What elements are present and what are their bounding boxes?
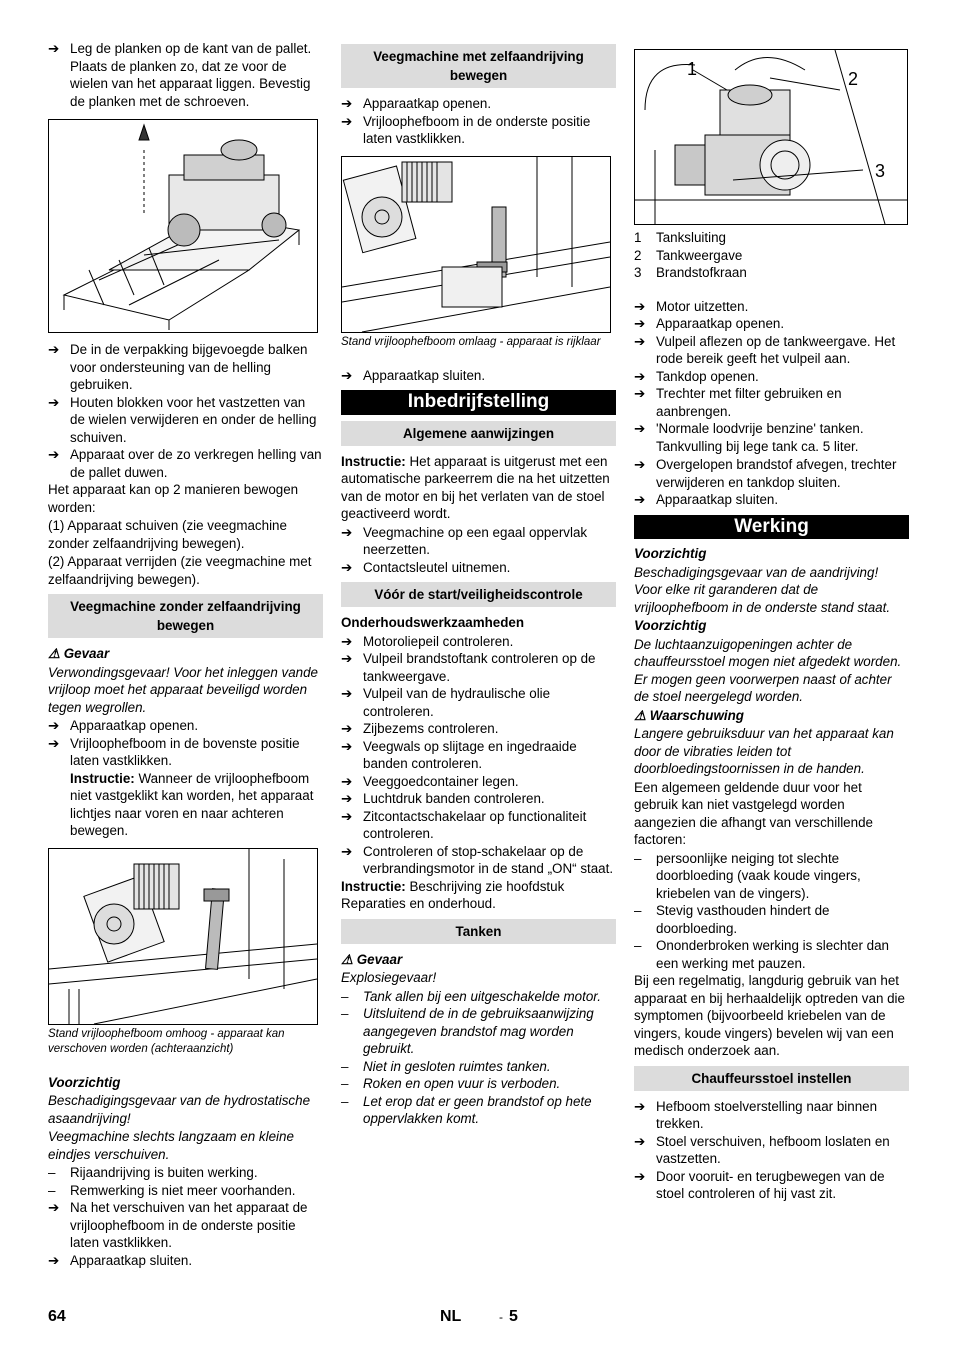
bullet-item: ➔ Hefboom stoelverstelling naar binnen trekken.: [634, 1098, 878, 1131]
dash-item: – Niet in gesloten ruimtes tanken.: [341, 1058, 551, 1074]
arrow-icon: ➔: [634, 333, 646, 349]
callout-2: 2: [848, 69, 859, 89]
bullet-item: ➔ Trechter met filter gebruiken en aanbrengen.: [634, 386, 842, 419]
arrow-icon: ➔: [341, 633, 353, 649]
footer-separator: -: [499, 1310, 503, 1324]
dash-item: – Stevig vasthouden hindert de doorbloeding.: [634, 903, 830, 936]
dash-item: – persoonlijke neiging tot slechte doorbloeding (vaak koude vingers, kriebelen van de vingers).: [634, 850, 861, 901]
lever-down-illustration: [342, 157, 610, 332]
arrow-icon: ➔: [634, 421, 646, 436]
arrow-icon: ➔: [341, 773, 353, 789]
legend-item: 3 Brandstofkraan: [634, 265, 747, 280]
bullet-item: ➔ Apparaat over de zo verkregen helling van de pallet duwen.: [48, 447, 322, 480]
bullet-item: ➔ Leg de planken op de kant van de pallet. Plaats de planken zo, dat ze voor de wielen van het apparaat liggen. Bevestig de planken met de schroeven.: [48, 41, 312, 109]
instruction: Instructie: Wanneer de vrijloophefboom niet vastgeklikt kan worden, het apparaat lichtjes naar voren en naar achteren bewegen.: [70, 770, 314, 838]
instruction: Instructie: Het apparaat is uitgerust met een automatische parkeerrem die na het uitzetten van de motor en bij het verlaten van de stoel geactiveerd wordt.: [341, 453, 610, 521]
arrow-icon: ➔: [341, 686, 353, 701]
bullet-item: ➔ Na het verschuiven van het apparaat de vrijloophefboom in de onderste positie laten vastklikken.: [48, 1200, 308, 1250]
bullet-item: ➔ 'Normale loodvrije benzine' tanken.: [634, 421, 864, 436]
callout-3: 3: [875, 161, 886, 181]
legend-item: 2 Tankweergave: [634, 247, 743, 263]
column-left: [48, 40, 323, 1269]
legend-item: 1 Tanksluiting: [634, 230, 726, 245]
caution-label: Voorzichtig: [634, 618, 707, 633]
bullet-item: ➔ Motor uitzetten.: [634, 298, 749, 314]
paragraph: Een algemeen geldende duur voor het gebruik kan niet vastgelegd worden aangezien die afhangt van verschillende factoren:: [634, 779, 873, 847]
dash-item: – Uitsluitend de in de gebruiksaanwijzing aangegeven brandstof mag worden gebruikt.: [341, 1006, 594, 1056]
bullet-item: ➔ Stoel verschuiven, hefboom loslaten en vastzetten.: [634, 1133, 890, 1166]
bullet-item: ➔ Apparaatkap sluiten.: [48, 1252, 193, 1268]
arrow-icon: ➔: [48, 1200, 60, 1215]
bullet-item: ➔ Zijbezems controleren.: [341, 721, 499, 736]
warning-triangle-icon: ⚠: [48, 646, 64, 661]
section-heading: Tanken: [341, 919, 616, 944]
bullet-item: ➔ Apparaatkap openen.: [48, 718, 199, 733]
bullet-item: ➔ Houten blokken voor het vastzetten van de wielen verwijderen en onder de helling schuiven.: [48, 394, 317, 445]
dash-item: – Let erop dat er geen brandstof op hete oppervlakken komt.: [341, 1093, 592, 1126]
arrow-icon: ➔: [48, 447, 60, 462]
caution-text: Beschadigingsgevaar van de hydrostatische asaandrijving!: [48, 1093, 311, 1126]
dash-item: – Tank allen bij een uitgeschakelde motor.: [341, 988, 601, 1004]
caution-text: De luchtaanzuigopeningen achter de chauffeursstoel mogen niet afgedekt worden. Er mogen geen voorwerpen naast of achter de stoel neergelegd worden.: [634, 636, 902, 704]
bullet-item: ➔ Veegwals op slijtage en ingedraaide banden controleren.: [341, 738, 577, 771]
arrow-icon: ➔: [48, 1252, 60, 1268]
bullet-item: ➔ Vulpeil brandstoftank controleren op de tankweergave.: [341, 651, 596, 684]
bullet-item: ➔ Apparaatkap sluiten.: [341, 367, 486, 383]
bullet-item: ➔ Door vooruit- en terugbewegen van de stoel controleren of hij vast zit.: [634, 1168, 885, 1201]
warning-label: ⚠ Gevaar: [48, 646, 110, 661]
arrow-icon: ➔: [341, 738, 353, 754]
engine-illustration: [635, 50, 907, 224]
bullet-item: ➔ Vulpeil van de hydraulische olie controleren.: [341, 686, 551, 719]
arrow-icon: ➔: [48, 735, 60, 751]
instruction: Instructie: Beschrijving zie hoofdstuk Reparaties en onderhoud.: [341, 878, 565, 911]
column-middle: [341, 40, 616, 1128]
arrow-icon: ➔: [634, 1168, 646, 1184]
sub-heading: Onderhoudswerkzaamheden: [341, 615, 525, 630]
bullet-item: ➔ Vrijloophefboom in de bovenste positie laten vastklikken.: [48, 735, 300, 768]
figure-engine: [634, 49, 908, 225]
arrow-icon: ➔: [341, 721, 353, 736]
caution-text: Veegmachine slechts langzaam en kleine eindjes verschuiven.: [48, 1129, 294, 1162]
section-heading: Veegmachine zonder zelfaandrijving bewegen: [48, 594, 323, 638]
arrow-icon: ➔: [341, 113, 353, 129]
section-heading: Veegmachine met zelfaandrijving bewegen: [341, 44, 616, 88]
arrow-icon: ➔: [48, 394, 60, 410]
arrow-icon: ➔: [341, 524, 353, 540]
figure-caption: Stand vrijloophefboom omlaag - apparaat is rijklaar: [341, 335, 601, 348]
arrow-icon: ➔: [341, 651, 353, 666]
paragraph: Bij een regelmatig, langdurig gebruik van het apparaat en bij herhaaldelijk optreden van die symptomen (bijvoorbeeld kriebelen van de vingers, koude vingers) bevelen wij van een medisch onderzoek aan.: [634, 973, 905, 1058]
warning-triangle-icon: ⚠: [634, 707, 650, 723]
dash-item: – Rijaandrijving is buiten werking.: [48, 1165, 258, 1180]
arrow-icon: ➔: [48, 718, 60, 733]
arrow-icon: ➔: [341, 367, 353, 383]
section-heading: Algemene aanwijzingen: [341, 421, 616, 446]
arrow-icon: ➔: [341, 808, 353, 824]
bullet-item: ➔ Vrijloophefboom in de onderste positie laten vastklikken.: [341, 113, 591, 146]
paragraph: (2) Apparaat verrijden (zie veegmachine met zelfaandrijving bewegen).: [48, 554, 312, 587]
bullet-item: ➔ Vulpeil aflezen op de tankweergave. Het rode bereik geeft het vulpeil aan.: [634, 333, 896, 366]
sweeper-ramp-illustration: [49, 120, 317, 332]
bullet-item: ➔ Contactsleutel uitnemen.: [341, 559, 511, 575]
bullet-item: ➔ De in de verpakking bijgevoegde balken voor ondersteuning van de helling gebruiken.: [48, 342, 308, 392]
arrow-icon: ➔: [634, 1133, 646, 1149]
bullet-item: ➔ Zitcontactschakelaar op functionaliteit controleren.: [341, 808, 587, 841]
caution-text: Beschadigingsgevaar van de aandrijving! Voor elke rit garanderen dat de vrijloophefboom in de onderste stand staat.: [634, 564, 891, 615]
dash-item: – Remwerking is niet meer voorhanden.: [48, 1182, 296, 1198]
column-right: [634, 40, 909, 1203]
warning-triangle-icon: ⚠: [341, 951, 357, 967]
warning-label: ⚠ Gevaar: [341, 951, 403, 967]
chapter-heading: Werking: [634, 515, 909, 540]
bullet-item: ➔ Apparaatkap sluiten.: [634, 492, 779, 507]
figure-lever-up: [48, 848, 318, 1025]
caution-label: Voorzichtig: [634, 546, 707, 561]
figure-ramp: [48, 119, 318, 333]
callout-1: 1: [687, 59, 698, 79]
figure-lever-down: [341, 156, 611, 333]
warning-text: Verwondingsgevaar! Voor het inleggen vande vrijloop moet het apparaat beveiligd worden tegen wegrollen.: [48, 664, 318, 715]
bullet-item: ➔ Overgelopen brandstof afvegen, trechter verwijderen en tankdop sluiten.: [634, 457, 897, 490]
bullet-item: ➔ Controleren of stop-schakelaar op de verbrandingsmotor in de stand „ON“ staat.: [341, 843, 614, 876]
paragraph: Tankvulling bij lege tank ca. 5 liter.: [656, 438, 859, 454]
arrow-icon: ➔: [634, 368, 646, 384]
figure-caption: Stand vrijloophefboom omhoog - apparaat kan verschoven worden (achteraanzicht): [48, 1027, 285, 1055]
language-code: NL: [440, 1308, 462, 1325]
arrow-icon: ➔: [634, 316, 646, 331]
arrow-icon: ➔: [48, 342, 60, 357]
arrow-icon: ➔: [634, 457, 646, 472]
chapter-heading: Inbedrijfstelling: [341, 390, 616, 415]
arrow-icon: ➔: [634, 386, 646, 401]
arrow-icon: ➔: [341, 559, 353, 575]
bullet-item: ➔ Motoroliepeil controleren.: [341, 633, 514, 649]
arrow-icon: ➔: [341, 96, 353, 111]
arrow-icon: ➔: [634, 492, 646, 507]
bullet-item: ➔ Apparaatkap openen.: [341, 96, 492, 111]
warning-text: Explosiegevaar!: [341, 970, 437, 985]
dash-item: – Ononderbroken werking is slechter dan een werking met pauzen.: [634, 938, 889, 971]
bullet-item: ➔ Luchtdruk banden controleren.: [341, 791, 545, 806]
section-page-number: 5: [509, 1308, 518, 1325]
lever-up-illustration: [49, 849, 317, 1024]
section-heading: Vóór de start/veiligheidscontrole: [341, 582, 616, 607]
bullet-item: ➔ Tankdop openen.: [634, 368, 759, 384]
paragraph: Het apparaat kan op 2 manieren bewogen worden:: [48, 482, 299, 515]
warning-text: Langere gebruiksduur van het apparaat kan door de vibraties leiden tot doorbloedingstoornissen in de handen.: [634, 726, 894, 776]
bullet-item: ➔ Veeggoedcontainer legen.: [341, 773, 519, 789]
bullet-item: ➔ Apparaatkap openen.: [634, 316, 785, 331]
warning-label: ⚠ Waarschuwing: [634, 707, 744, 723]
bullet-item: ➔ Veegmachine op een egaal oppervlak neerzetten.: [341, 524, 588, 557]
section-heading: Chauffeursstoel instellen: [634, 1066, 909, 1091]
arrow-icon: ➔: [634, 1098, 646, 1114]
caution-label: Voorzichtig: [48, 1074, 121, 1090]
arrow-icon: ➔: [634, 298, 646, 314]
dash-item: – Roken en open vuur is verboden.: [341, 1076, 561, 1091]
arrow-icon: ➔: [341, 843, 353, 859]
page-number: 64: [48, 1308, 66, 1325]
arrow-icon: ➔: [341, 791, 353, 806]
arrow-icon: ➔: [48, 41, 60, 56]
paragraph: (1) Apparaat schuiven (zie veegmachine zonder zelfaandrijving bewegen).: [48, 518, 287, 551]
